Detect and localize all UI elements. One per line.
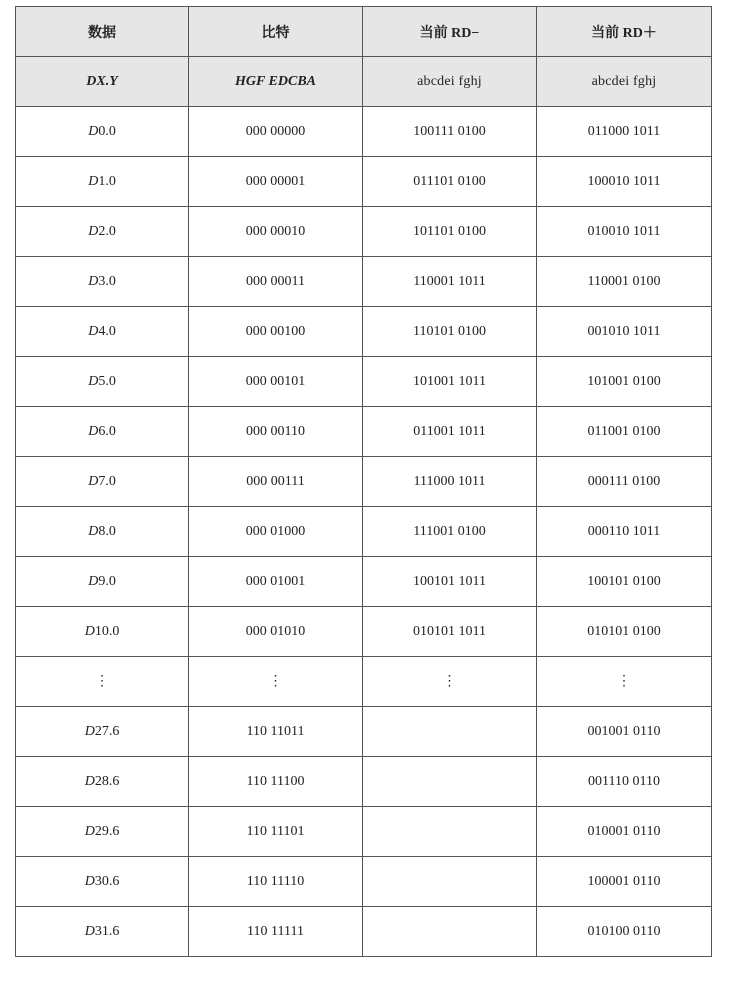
table-row — [16, 157, 712, 207]
vertical-ellipsis: ⋮ — [189, 657, 363, 707]
data-cell: D1.0 — [16, 157, 189, 207]
data-cell: D9.0 — [16, 557, 189, 607]
table-row — [16, 607, 712, 657]
table-row — [16, 507, 712, 557]
data-cell: D2.0 — [16, 207, 189, 257]
header-bits: 比特 — [189, 7, 363, 57]
rd-minus-cell: 110101 0100 — [363, 307, 537, 357]
data-cell: D6.0 — [16, 407, 189, 457]
bits-cell: 000 00101 — [189, 357, 363, 407]
data-cell: D8.0 — [16, 507, 189, 557]
table-header-row — [16, 7, 712, 57]
table-row — [16, 357, 712, 407]
rd-minus-cell — [363, 757, 537, 807]
bits-cell: 000 01000 — [189, 507, 363, 557]
rd-plus-cell: 001110 0110 — [537, 757, 712, 807]
bits-cell: 000 01010 — [189, 607, 363, 657]
rd-minus-cell: 011001 1011 — [363, 407, 537, 457]
rd-minus-cell — [363, 857, 537, 907]
data-cell: D10.0 — [16, 607, 189, 657]
rd-minus-cell: 111000 1011 — [363, 457, 537, 507]
table-row — [16, 307, 712, 357]
data-cell: D3.0 — [16, 257, 189, 307]
table-row — [16, 257, 712, 307]
rd-plus-cell: 101001 0100 — [537, 357, 712, 407]
data-cell: D0.0 — [16, 107, 189, 157]
bits-cell: 000 00100 — [189, 307, 363, 357]
data-cell: D27.6 — [16, 707, 189, 757]
bits-cell: 000 00001 — [189, 157, 363, 207]
rd-plus-cell: 010010 1011 — [537, 207, 712, 257]
subheader-abcdei-fghj-plus: abcdei fghj — [537, 57, 712, 107]
table-body — [16, 107, 712, 957]
table-row — [16, 907, 712, 957]
rd-plus-cell: 010001 0110 — [537, 807, 712, 857]
data-cell: D7.0 — [16, 457, 189, 507]
bits-cell: 000 00110 — [189, 407, 363, 457]
rd-plus-cell: 100001 0110 — [537, 857, 712, 907]
subheader-hgfedcba: HGF EDCBA — [189, 57, 363, 107]
vertical-ellipsis: ⋮ — [537, 657, 712, 707]
subheader-abcdei-fghj-minus: abcdei fghj — [363, 57, 537, 107]
table-row — [16, 407, 712, 457]
rd-minus-cell: 010101 1011 — [363, 607, 537, 657]
data-cell: D29.6 — [16, 807, 189, 857]
data-cell: D28.6 — [16, 757, 189, 807]
bits-cell: 000 00000 — [189, 107, 363, 157]
table-row — [16, 207, 712, 257]
table-row — [16, 757, 712, 807]
rd-minus-cell: 101101 0100 — [363, 207, 537, 257]
bits-cell: 000 00111 — [189, 457, 363, 507]
data-cell: D5.0 — [16, 357, 189, 407]
rd-plus-cell: 100010 1011 — [537, 157, 712, 207]
header-rd-plus: 当前 RD＋ — [537, 7, 712, 57]
ellipsis-row — [16, 657, 712, 707]
rd-minus-cell: 110001 1011 — [363, 257, 537, 307]
rd-minus-cell — [363, 807, 537, 857]
rd-minus-cell: 101001 1011 — [363, 357, 537, 407]
bits-cell: 000 00011 — [189, 257, 363, 307]
rd-plus-cell: 100101 0100 — [537, 557, 712, 607]
rd-minus-cell — [363, 907, 537, 957]
header-rd-minus: 当前 RD− — [363, 7, 537, 57]
table-row — [16, 457, 712, 507]
bits-cell: 000 00010 — [189, 207, 363, 257]
subheader-dxy: DX.Y — [16, 57, 189, 107]
bits-cell: 110 11111 — [189, 907, 363, 957]
rd-plus-cell: 001010 1011 — [537, 307, 712, 357]
bits-cell: 110 11011 — [189, 707, 363, 757]
data-cell: D31.6 — [16, 907, 189, 957]
rd-plus-cell: 110001 0100 — [537, 257, 712, 307]
rd-minus-cell: 111001 0100 — [363, 507, 537, 557]
rd-plus-cell: 010100 0110 — [537, 907, 712, 957]
rd-plus-cell: 010101 0100 — [537, 607, 712, 657]
table-row — [16, 857, 712, 907]
rd-plus-cell: 011001 0100 — [537, 407, 712, 457]
bits-cell: 110 11101 — [189, 807, 363, 857]
rd-plus-cell: 000111 0100 — [537, 457, 712, 507]
data-cell: D4.0 — [16, 307, 189, 357]
data-cell: D30.6 — [16, 857, 189, 907]
table-row — [16, 557, 712, 607]
table-row — [16, 707, 712, 757]
rd-plus-cell: 011000 1011 — [537, 107, 712, 157]
bits-cell: 000 01001 — [189, 557, 363, 607]
rd-plus-cell: 001001 0110 — [537, 707, 712, 757]
table-row — [16, 807, 712, 857]
rd-minus-cell: 011101 0100 — [363, 157, 537, 207]
rd-plus-cell: 000110 1011 — [537, 507, 712, 557]
rd-minus-cell: 100111 0100 — [363, 107, 537, 157]
8b10b-code-table — [15, 6, 712, 957]
vertical-ellipsis: ⋮ — [16, 657, 189, 707]
table-row — [16, 107, 712, 157]
rd-minus-cell — [363, 707, 537, 757]
table-subheader-row — [16, 57, 712, 107]
rd-minus-cell: 100101 1011 — [363, 557, 537, 607]
bits-cell: 110 11110 — [189, 857, 363, 907]
vertical-ellipsis: ⋮ — [363, 657, 537, 707]
header-data: 数据 — [16, 7, 189, 57]
bits-cell: 110 11100 — [189, 757, 363, 807]
